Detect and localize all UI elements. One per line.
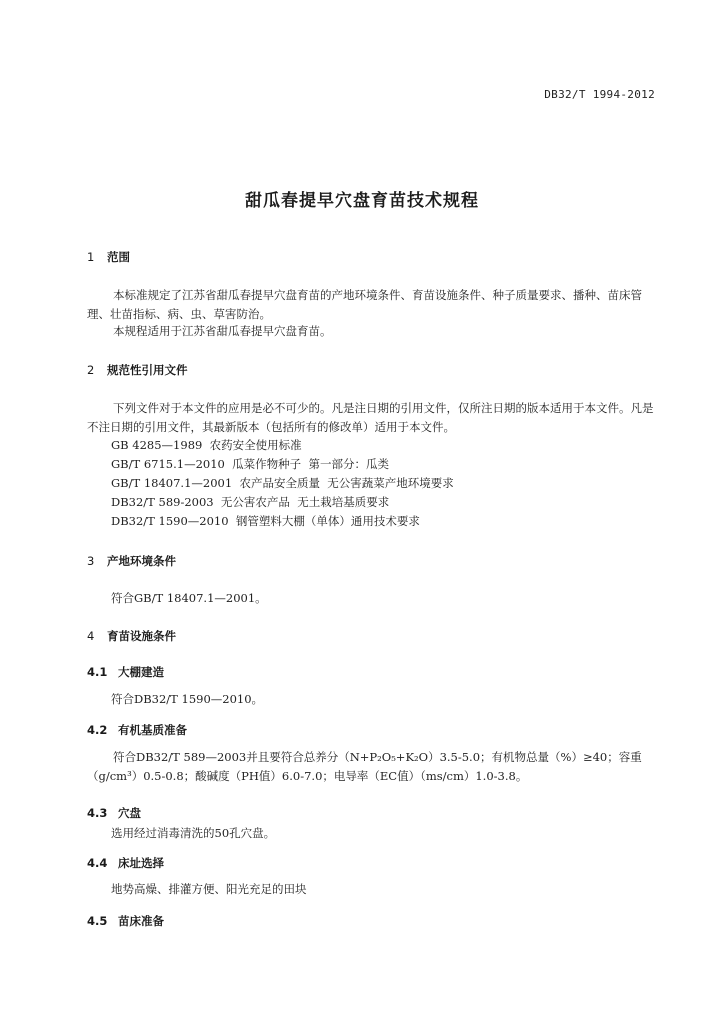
section-4-1-heading <box>87 664 164 680</box>
section-1-paragraph-1: 本标准规定了江苏省甜瓜春提早穴盘育苗的产地环境条件、育苗设施条件、种子质量要求、播种、苗床管理、壮苗指标、病、虫、草害防治。 <box>87 288 642 321</box>
section-2-number: 2 <box>87 363 95 377</box>
reference-item: DB32/T 589-2003 无公害农产品 无土栽培基质要求 <box>111 495 390 509</box>
section-4-1-number: 4.1 <box>87 665 108 679</box>
section-2-paragraph-1: 下列文件对于本文件的应用是必不可少的。凡是注日期的引用文件，仅所注日期的版本适用于本文件。凡是不注日期的引用文件，其最新版本（包括所有的修改单）适用于本文件。 <box>87 401 654 434</box>
section-4-4-number: 4.4 <box>87 856 108 870</box>
section-2-title: 规范性引用文件 <box>107 363 188 377</box>
section-1-paragraph-2: 本规程适用于江苏省甜瓜春提早穴盘育苗。 <box>113 324 332 338</box>
section-4-4-paragraph: 地势高燥、排灌方便、阳光充足的田块 <box>111 882 307 896</box>
section-1-title: 范围 <box>107 250 130 264</box>
section-4-heading <box>87 628 176 644</box>
section-2-heading <box>87 362 188 378</box>
section-4-5-heading <box>87 913 164 929</box>
section-4-5-number: 4.5 <box>87 914 108 928</box>
section-4-1-paragraph: 符合DB32/T 1590—2010。 <box>111 692 264 706</box>
section-3-heading <box>87 553 176 569</box>
section-4-3-heading <box>87 805 141 821</box>
section-3-paragraph-1: 符合GB/T 18407.1—2001。 <box>111 591 267 605</box>
reference-item: DB32/T 1590—2010 钢管塑料大棚（单体）通用技术要求 <box>111 514 420 528</box>
section-3-title: 产地环境条件 <box>107 554 176 568</box>
reference-item: GB/T 18407.1—2001 农产品安全质量 无公害蔬菜产地环境要求 <box>111 476 454 490</box>
section-4-2-number: 4.2 <box>87 723 108 737</box>
section-4-2-title: 有机基质准备 <box>118 723 187 737</box>
section-4-3-number: 4.3 <box>87 806 108 820</box>
section-4-1-title: 大棚建造 <box>118 665 164 679</box>
document-title: 甜瓜春提早穴盘育苗技术规程 <box>245 191 479 211</box>
reference-item: GB/T 6715.1—2010 瓜菜作物种子 第一部分：瓜类 <box>111 457 389 471</box>
standard-number: DB32/T 1994-2012 <box>544 88 655 101</box>
section-4-number: 4 <box>87 629 95 643</box>
section-4-3-title: 穴盘 <box>118 806 141 820</box>
section-4-2-paragraph: 符合DB32/T 589—2003并且要符合总养分（N+P₂O₅+K₂O）3.5-5.0；有机物总量（%）≥40；容重（g/cm³）0.5-0.8；酸碱度（PH值）6.0-7.0；电导率（EC值）（ms/cm）1.0-3.8。 <box>87 750 642 783</box>
section-4-4-heading <box>87 855 164 871</box>
section-4-3-paragraph: 选用经过消毒清洗的50孔穴盘。 <box>111 826 276 840</box>
reference-item: GB 4285—1989 农药安全使用标准 <box>111 438 302 452</box>
section-4-5-title: 苗床准备 <box>118 914 164 928</box>
section-3-number: 3 <box>87 554 95 568</box>
section-4-2-heading <box>87 722 187 738</box>
section-4-title: 育苗设施条件 <box>107 629 176 643</box>
section-1-number: 1 <box>87 250 95 264</box>
section-4-4-title: 床址选择 <box>118 856 164 870</box>
section-1-heading <box>87 249 130 265</box>
